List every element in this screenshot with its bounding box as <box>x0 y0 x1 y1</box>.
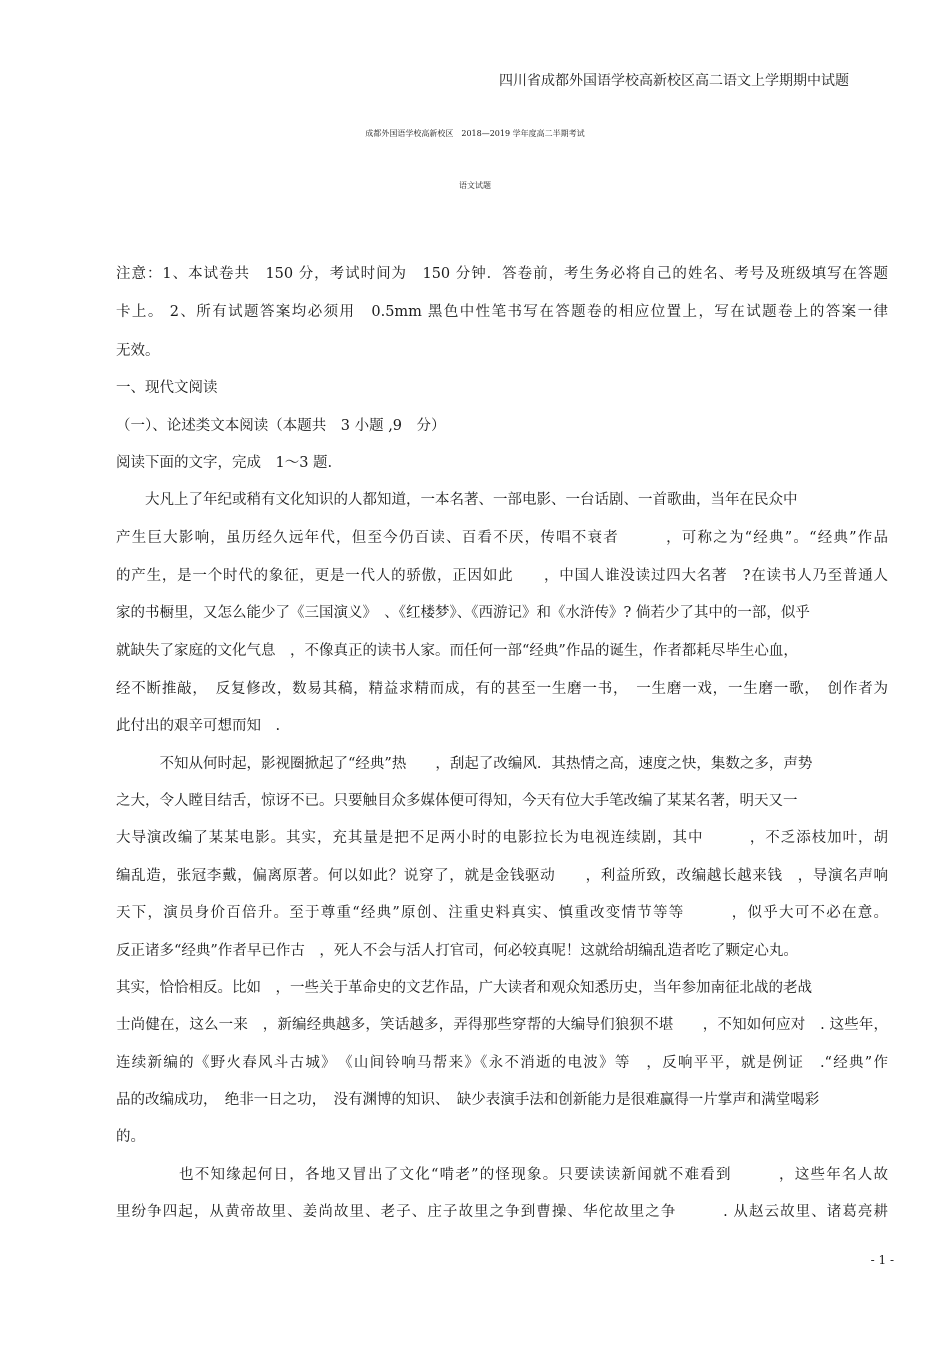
subsection-heading: （一）、论述类文本阅读（本题共 3 小题 ,9 分） <box>116 418 446 434</box>
passage-line: 家的书橱里，又怎么能少了《三国演义》 、《红楼梦》、《西游记》和《水浒传》? 倘若少了其中的一部，似乎 <box>116 605 810 621</box>
passage-line: 里纷争四起，从黄帝故里、姜尚故里、老子、庄子故里之争到曹操、华佗故里之争 . 从赵云故里、诸葛亮耕 <box>116 1204 888 1220</box>
passage-line: 反正诸多“经典”作者早已作古 ，死人不会与活人打官司，何必较真呢！这就给胡编乱造者吃了颗定心丸。 <box>116 943 798 959</box>
exam-subtitle: 语文试题 <box>459 181 491 190</box>
passage-line: 大凡上了年纪或稍有文化知识的人都知道，一本名著、一部电影、一台话剧、一首歌曲，当年在民众中 <box>116 492 798 508</box>
notice-line: 注意：1、本试卷共 150 分，考试时间为 150 分钟．答卷前，考生务必将自己的姓名、考号及班级填写在答题 <box>116 266 888 282</box>
passage-line: 大导演改编了某某电影。其实，充其量是把不足两小时的电影拉长为电视连续剧，其中 ，不乏添枝加叶，胡 <box>116 830 888 846</box>
passage-line: 产生巨大影响，虽历经久远年代，但至今仍百读、百看不厌，传唱不衰者 ，可称之为“经典”。“经典”作品 <box>116 530 888 546</box>
notice-line: 无效。 <box>116 343 160 359</box>
passage-line: 经不断推敲， 反复修改，数易其稿，精益求精而成，有的甚至一生磨一书， 一生磨一戏，一生磨一歌， 创作者为 <box>116 681 888 697</box>
passage-line: 之大，令人瞠目结舌，惊讶不已。只要触目众多媒体便可得知，今天有位大手笔改编了某某名著，明天又一 <box>116 793 798 809</box>
passage-line: 士尚健在，这么一来 ，新编经典越多，笑话越多，弄得那些穿帮的大编导们狼狈不堪 ，不知如何应对 . 这些年， <box>116 1017 888 1033</box>
passage-line: 也不知缘起何日，各地又冒出了文化“啃老”的怪现象。只要读读新闻就不难看到 ，这些年名人故 <box>116 1167 888 1183</box>
exam-title: 成都外国语学校高新校区 2018—2019 学年度高二半期考试 <box>365 129 585 138</box>
passage-line: 品的改编成功， 绝非一日之功， 没有渊博的知识、 缺少表演手法和创新能力是很难赢得一片掌声和满堂喝彩 <box>116 1092 820 1108</box>
passage-line: 就缺失了家庭的文化气息 ，不像真正的读书人家。而任何一部“经典”作品的诞生，作者都耗尽毕生心血， <box>116 643 798 659</box>
instruction-line: 阅读下面的文字，完成 1～3 题. <box>116 455 333 471</box>
passage-line: 的。 <box>116 1129 145 1145</box>
passage-line: 的产生，是一个时代的象征，更是一代人的骄傲，正因如此 ，中国人谁没读过四大名著 ?在读书人乃至普通人 <box>116 568 888 584</box>
running-header: 四川省成都外国语学校高新校区高二语文上学期期中试题 <box>499 73 849 89</box>
section-heading: 一、现代文阅读 <box>116 380 218 396</box>
passage-line: 其实，恰恰相反。比如 ，一些关于革命史的文艺作品，广大读者和观众知悉历史，当年参加南征北战的老战 <box>116 980 812 996</box>
page-number: - 1 - <box>870 1253 894 1267</box>
passage-line: 天下，演员身价百倍升。至于尊重“经典”原创、注重史料真实、慎重改变情节等等 ，似乎大可不必在意。 <box>116 905 888 921</box>
passage-line: 此付出的艰辛可想而知 . <box>116 718 281 734</box>
passage-line: 编乱造，张冠李戴，偏离原著。何以如此？说穿了，就是金钱驱动 ，利益所致，改编越长越来钱 ，导演名声响 <box>116 868 888 884</box>
passage-line: 不知从何时起，影视圈掀起了“经典”热 ，刮起了改编风．其热情之高，速度之快，集数之多，声势 <box>116 756 813 772</box>
notice-line: 卡上。 2、所有试题答案均必须用 0.5mm 黑色中性笔书写在答题卷的相应位置上，写在试题卷上的答案一律 <box>116 304 888 320</box>
passage-line: 连续新编的《野火春风斗古城》 《山间铃响马帮来》《永不消逝的电波》等 ，反响平平，就是例证 .“经典”作 <box>116 1055 888 1071</box>
